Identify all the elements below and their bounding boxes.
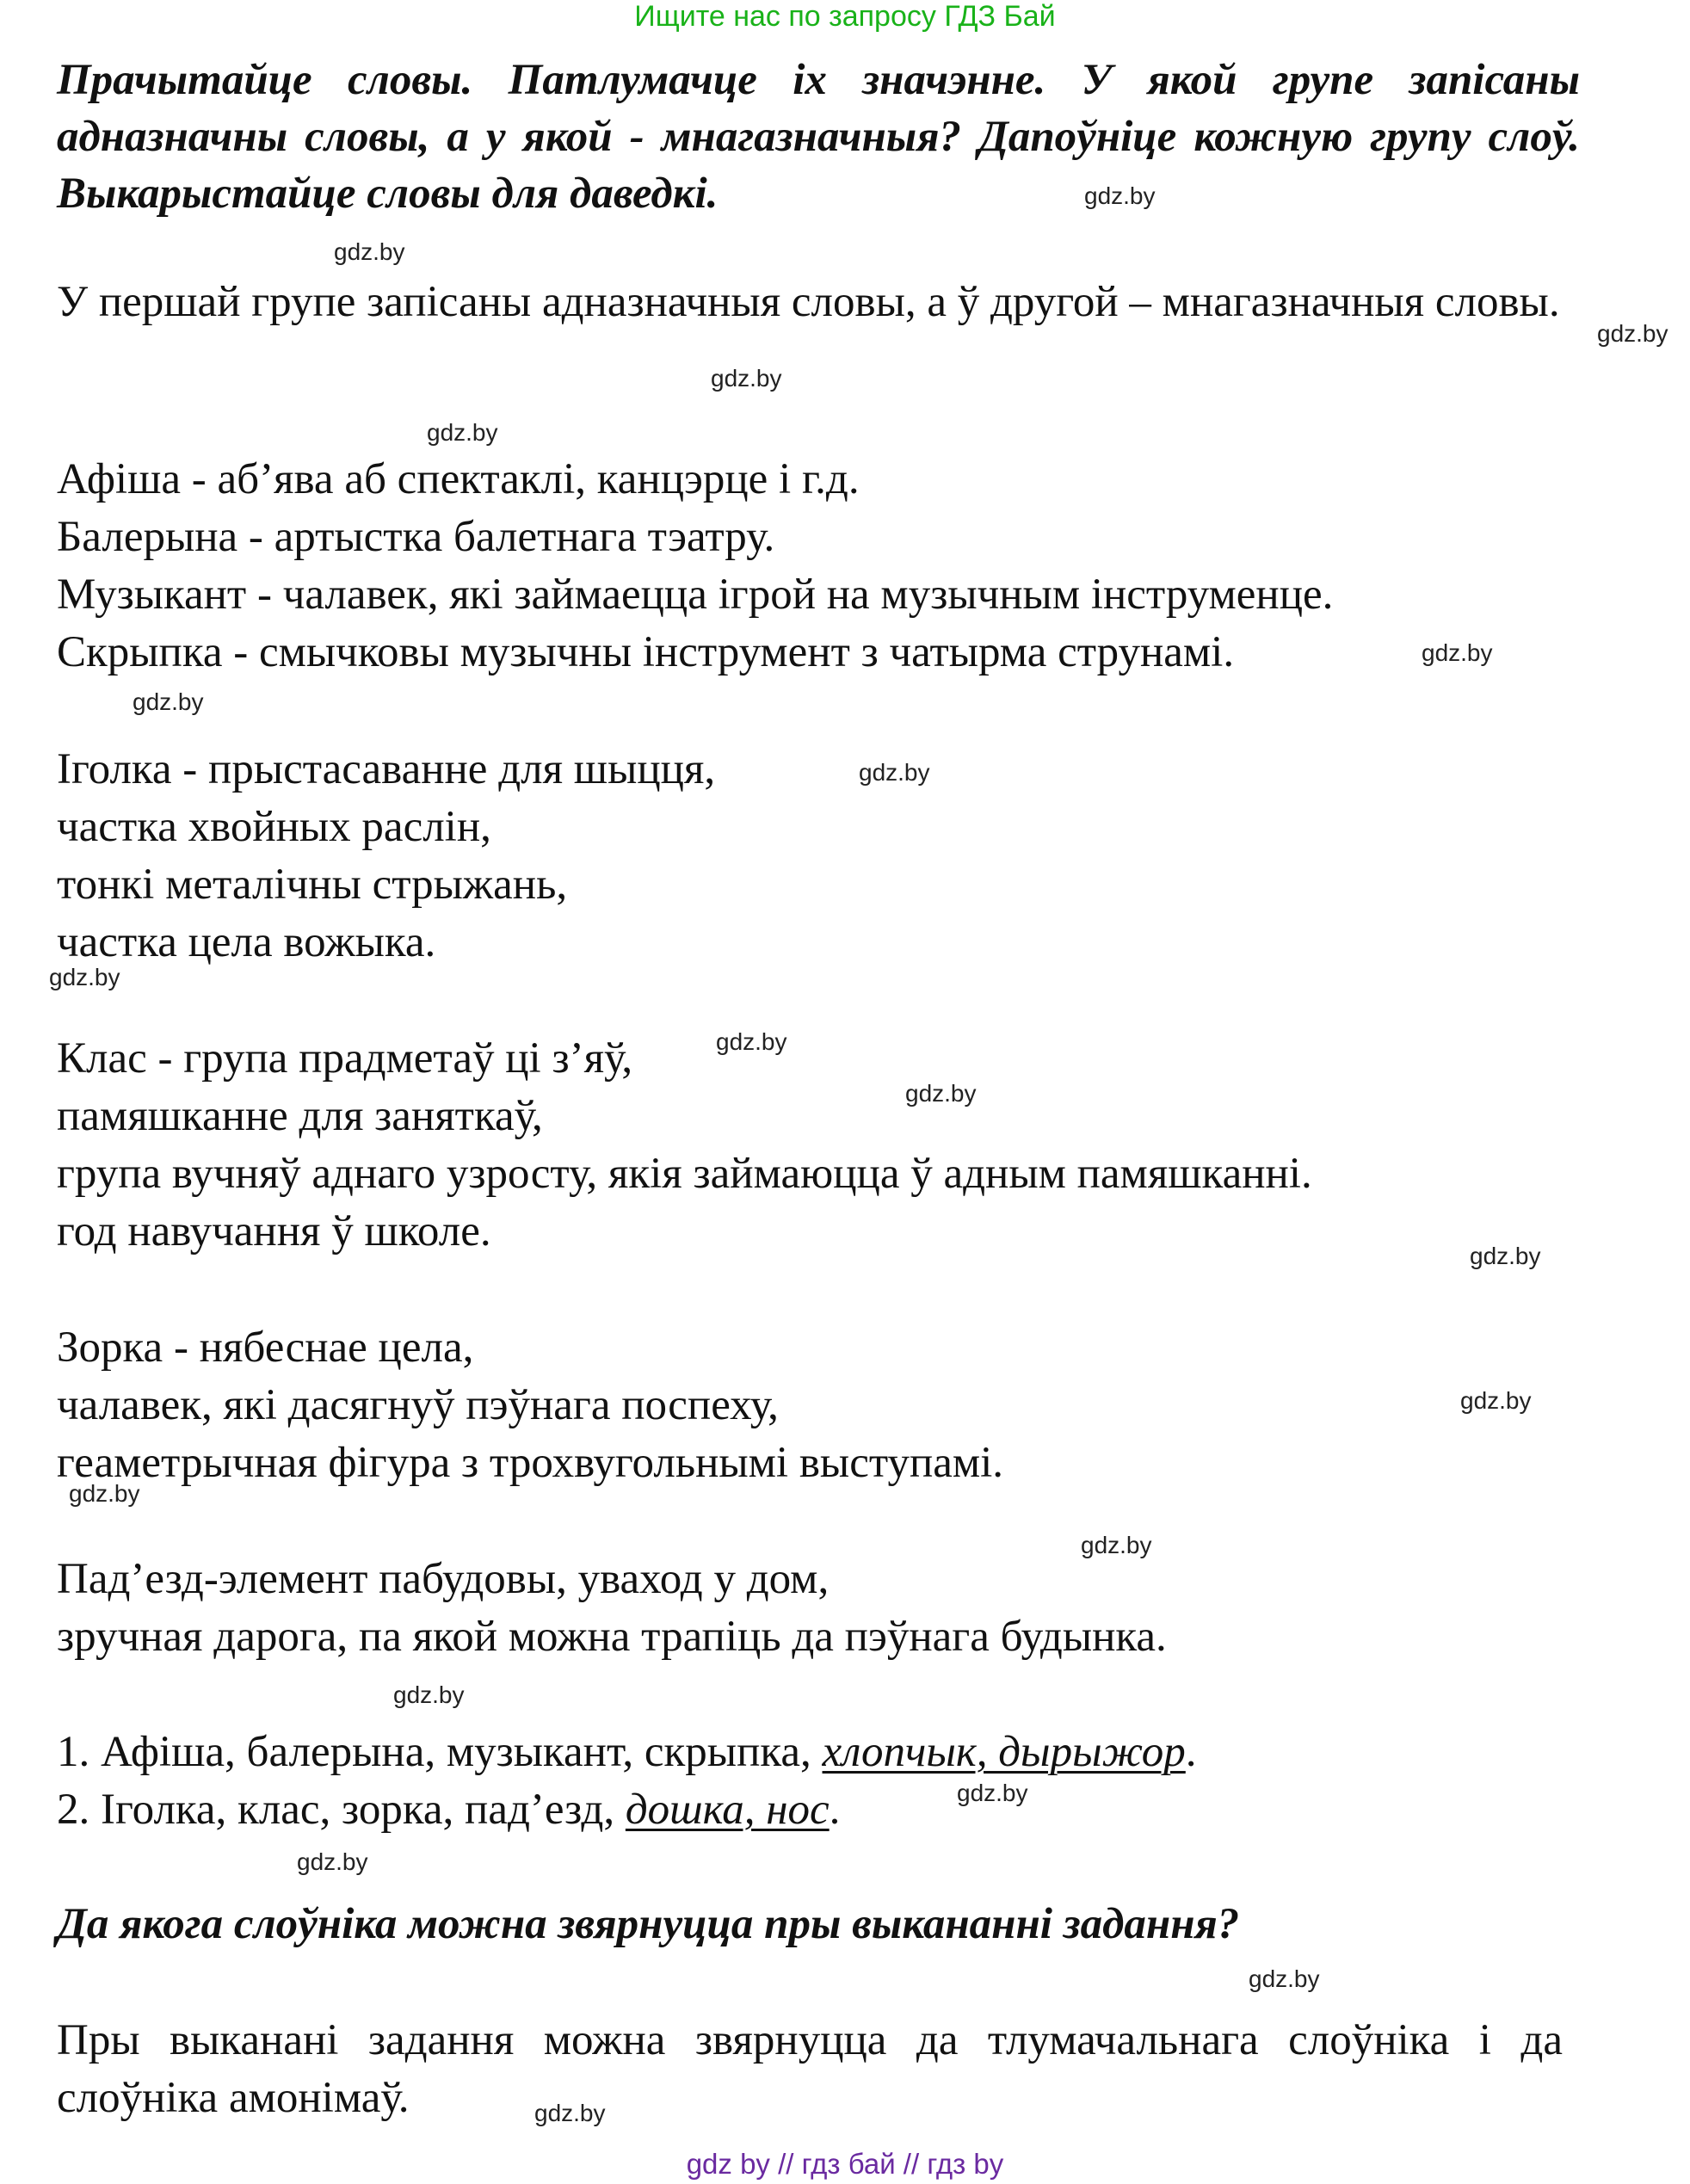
period: . [829,1786,841,1834]
task-1-text: Прачытайце словы. Патлумачце іх значэнне. У якой групе запісаны адназначны словы, а у якой - мнагазначныя? Дапоўніце кожную групу слоў. Выкарыстайце словы для даведкі. [57,56,1580,218]
watermark: gdz.by [427,419,498,446]
padezd-definitions [57,1551,1167,1666]
watermark: gdz.by [716,1028,787,1055]
definition-line: год навучання ў школе. [57,1207,491,1255]
task-1-heading [57,52,1580,222]
zorka-definitions [57,1319,1003,1492]
watermark: gdz.by [334,238,405,265]
watermark: gdz.by [1084,182,1156,209]
watermark: gdz.by [905,1080,977,1107]
definition-line: зручная дарога, па якой можна трапіць да пэўнага будынка. [57,1613,1167,1661]
group-1-added-words: хлопчык, дырыжор [822,1728,1186,1776]
watermark: gdz.by [133,688,204,715]
definition-line: Клас - група прадметаў ці з’яў, [57,1034,633,1083]
watermark: gdz.by [1460,1387,1532,1414]
definition-line: Іголка - прыстасаванне для шыцця, [57,745,716,793]
watermark: gdz.by [69,1480,140,1507]
group-2-words: 2. Іголка, клас, зорка, пад’езд, [57,1786,615,1834]
watermark: gdz.by [49,964,120,990]
bottom-banner: gdz by // гдз бай // гдз by [686,2148,1004,2180]
group-1-list [57,1724,1197,1781]
watermark: gdz.by [1470,1243,1541,1269]
definition-line: частка хвойных раслін, [57,803,491,851]
top-banner: Ищите нас по запросу ГДЗ Бай [634,0,1056,33]
definition-line: чалавек, які дасягнуў пэўнага поспеху, [57,1381,779,1429]
definition-line: група вучняў аднаго узросту, якія займаюцца ў адным памяшканні. [57,1150,1312,1198]
group-1-words: 1. Афіша, балерына, музыкант, скрыпка, [57,1728,811,1776]
watermark: gdz.by [711,365,782,392]
task-2-heading: Да якога слоўніка можна звярнуцца пры выкананні задання? [57,1900,1240,1948]
watermark: gdz.by [1081,1532,1152,1558]
definition-line: Балерына - артыстка балетнага тэатру. [57,513,775,561]
period: . [1185,1728,1197,1776]
definition-line: тонкі металічны стрыжань, [57,861,568,909]
watermark: gdz.by [534,2100,606,2126]
group-2-added-words: дошка, нос [625,1786,830,1834]
igolka-definitions [57,741,715,972]
definition-line: частка цела вожыка. [57,918,436,966]
intro-paragraph: У першай групе запісаны адназначныя словы, а ў другой – мнагазначныя словы. [57,278,1560,326]
definition-line: Афіша - аб’ява аб спектаклі, канцэрце і г.д. [57,455,860,503]
definition-line: памяшканне для заняткаў, [57,1092,543,1140]
watermark: gdz.by [1422,639,1493,666]
watermark: gdz.by [297,1848,368,1875]
definition-line: Зорка - нябеснае цела, [57,1323,474,1372]
answer-2-paragraph: Пры выканані задання можна звярнуцца да тлумачальнага слоўніка і да слоўніка амонімаў. [57,2016,1563,2122]
definition-line: Скрыпка - смычковы музычны інструмент з чатырма струнамі. [57,628,1235,676]
klas-definitions [57,1030,1312,1261]
watermark: gdz.by [1249,1965,1320,1992]
definition-line: Пад’езд-элемент пабудовы, уваход у дом, [57,1555,830,1603]
definition-line: Музыкант - чалавек, які займаецца ігрой на музычным інструменце. [57,571,1334,619]
definition-line: геаметрычная фігура з трохвугольнымі выступамі. [57,1439,1004,1487]
watermark: gdz.by [859,759,930,786]
watermark: gdz.by [1597,320,1668,347]
group-1-definitions [57,451,1333,682]
watermark: gdz.by [957,1780,1028,1806]
watermark: gdz.by [393,1681,465,1708]
